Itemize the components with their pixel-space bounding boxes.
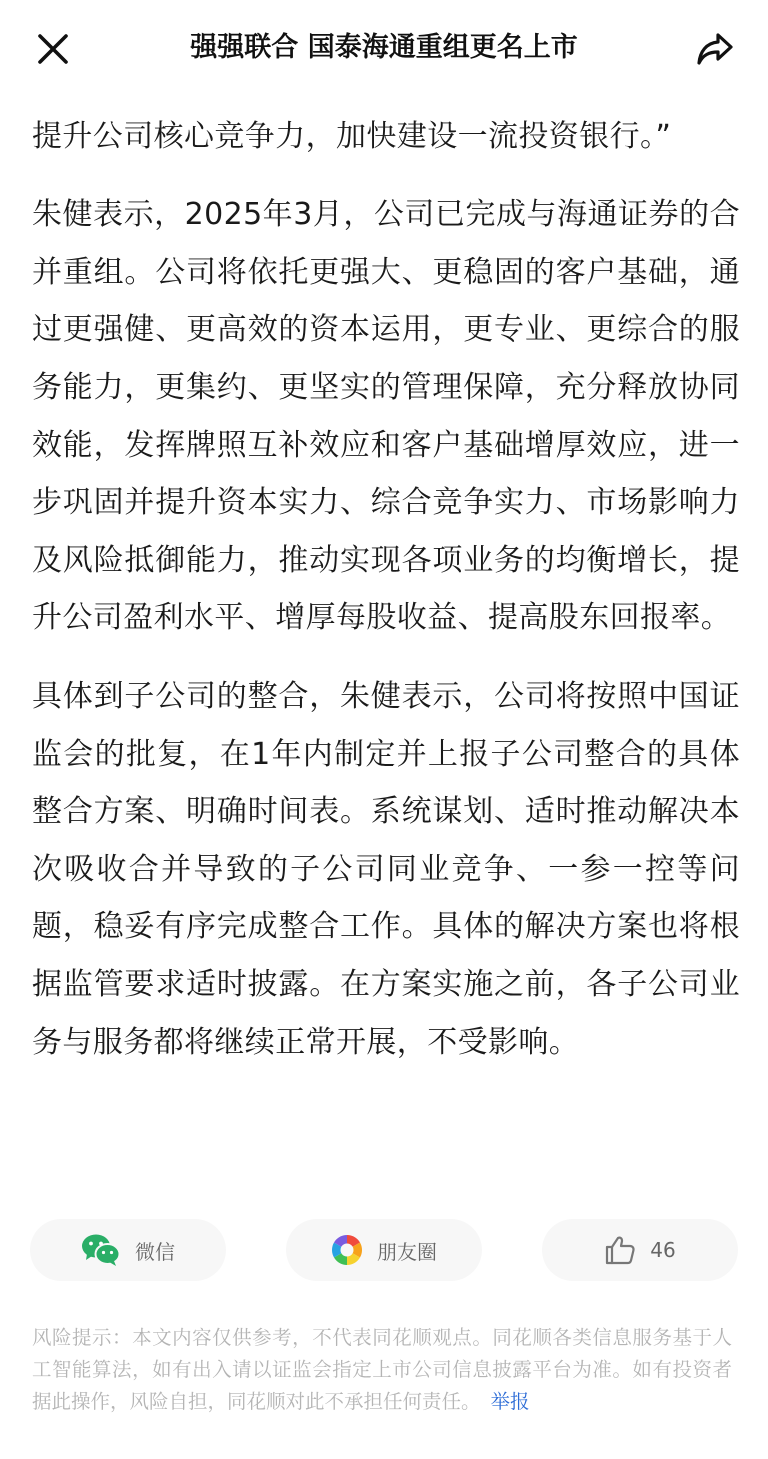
like-count: 46: [650, 1238, 676, 1262]
risk-disclaimer: [32, 1322, 732, 1418]
thumbs-up-icon: [604, 1235, 636, 1265]
article-paragraph: 提升公司核心竞争力，加快建设一流投资银行。”: [32, 118, 672, 154]
share-actions: [30, 1219, 738, 1281]
article-paragraph: 具体到子公司的整合，朱健表示，公司将按照中国证监会的批复，在1年内制定并上报子公司整合的具体整合方案、明确时间表。系统谋划、适时推动解决本次吸收合并导致的子公司同业竞争、一参一控等问题，稳妥有序完成整合工作。具体的解决方案也将根据监管要求适时披露。在方案实施之前，各子公司业务与服务都将继续正常开展，不受影响。: [32, 678, 740, 1060]
top-nav-bar: [0, 0, 768, 96]
article-paragraph: 朱健表示，2025年3月，公司已完成与海通证券的合并重组。公司将依托更强大、更稳固的客户基础，通过更强健、更高效的资本运用，更专业、更综合的服务能力，更集约、更坚实的管理保障，充分释放协同效能，发挥牌照互补效应和客户基础增厚效应，进一步巩固并提升资本实力、综合竞争实力、市场影响力及风险抵御能力，推动实现各项业务的均衡增长，提升公司盈利水平、增厚每股收益、提高股东回报率。: [32, 197, 740, 636]
share-wechat-label: 微信: [135, 1239, 175, 1264]
like-button[interactable]: [542, 1219, 738, 1281]
share-arrow-icon: [695, 31, 735, 67]
share-button[interactable]: [692, 26, 738, 72]
report-link[interactable]: 举报: [490, 1390, 530, 1413]
disclaimer-text: 风险提示：本文内容仅供参考，不代表同花顺观点。同花顺各类信息服务基于人工智能算法，如有出入请以证监会指定上市公司信息披露平台为准。如有投资者据此操作，风险自担，同花顺对此不承担任何责任。: [32, 1326, 732, 1413]
share-moments-label: 朋友圈: [377, 1239, 437, 1264]
close-icon: [36, 32, 70, 66]
moments-icon: [331, 1234, 363, 1266]
share-moments-button[interactable]: [286, 1219, 482, 1281]
close-button[interactable]: [30, 26, 76, 72]
article-body: [32, 50, 740, 1071]
wechat-icon: [81, 1233, 121, 1267]
page-title: 强强联合 国泰海通重组更名上市: [190, 32, 578, 63]
share-wechat-button[interactable]: [30, 1219, 226, 1281]
